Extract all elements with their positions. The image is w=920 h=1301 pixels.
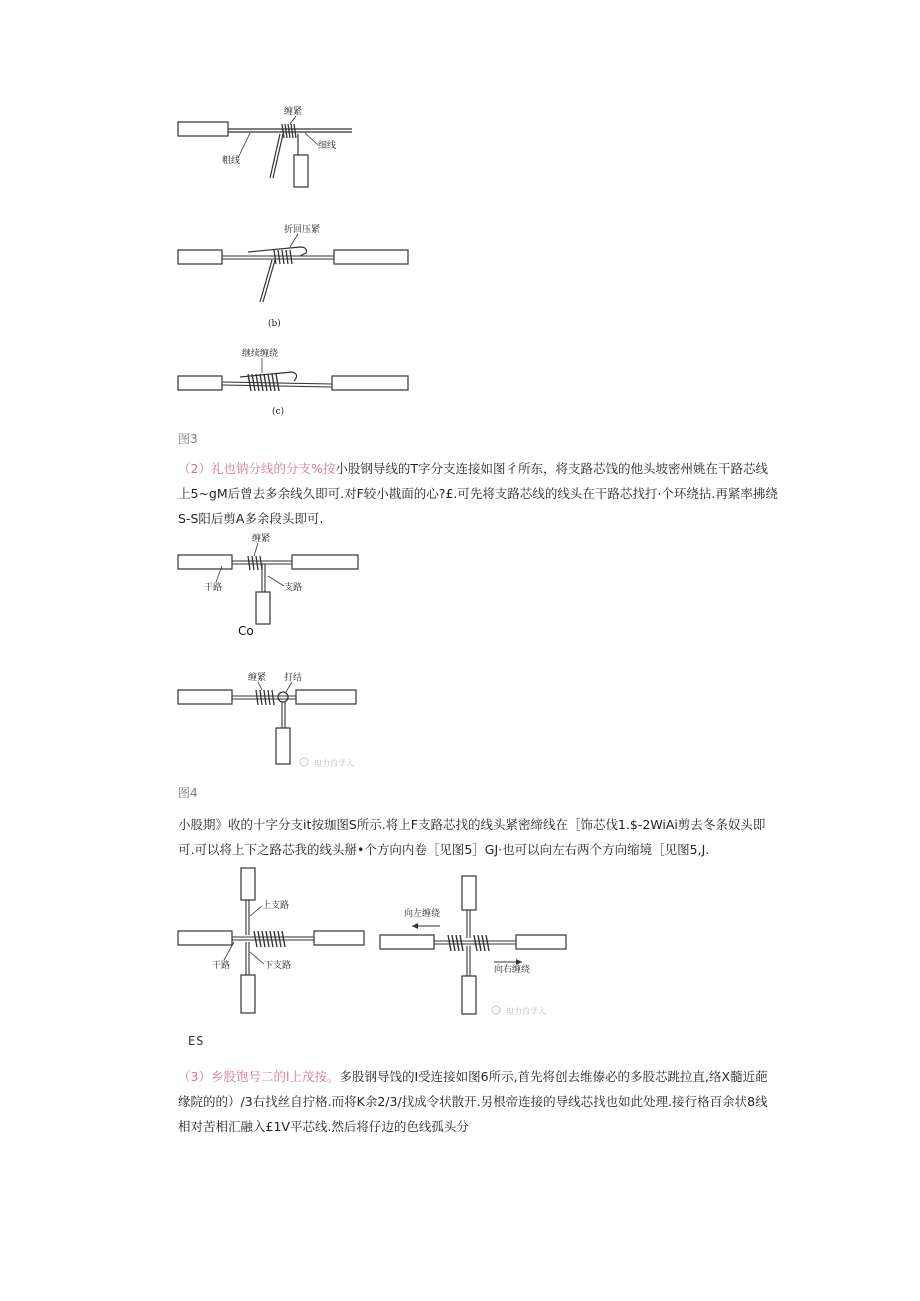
fig4a-label-twist: 缠紧 bbox=[252, 534, 271, 544]
figure-4-caption: 图4 bbox=[178, 786, 198, 800]
fig5a-label-down: 下支路 bbox=[264, 961, 292, 971]
section-heading-2: （2）礼也钠分线的分支%按 bbox=[178, 461, 336, 476]
fig3c-sublabel: (c) bbox=[272, 407, 285, 417]
figure-4a-sublabel: Co bbox=[238, 624, 254, 638]
paragraph-multistrand bbox=[178, 1064, 778, 1139]
fig4a-label-main: 干路 bbox=[204, 583, 223, 593]
fig5b-watermark: 电力自学人 bbox=[506, 1007, 546, 1016]
fig3b-sublabel: (b) bbox=[268, 319, 281, 329]
fig3a-label-thin: 细线 bbox=[318, 141, 337, 151]
figure-3-caption: 图3 bbox=[178, 432, 198, 446]
fig4b-label-twist: 缠紧 bbox=[248, 673, 267, 683]
paragraph-cross-branch: 小股期》收的十字分支it按珈图S所示.将上F支路芯找的线头紧密缔线在［饰芯伐1.$-2WiAi剪去冬条奴头即可.可以将上下之路芯我的线头掰•个方向内卷［见图5］GJ·也可以向左右两个方向缩境［见图5,J. bbox=[178, 817, 766, 857]
fig3a-label-thick: 粗线 bbox=[222, 156, 241, 166]
fig4b-watermark: 电力自学人 bbox=[314, 759, 354, 768]
fig4b-label-knot: 打结 bbox=[284, 673, 303, 683]
fig3c-label-wind: 继续缠绕 bbox=[242, 349, 279, 359]
fig5a-label-main: 干路 bbox=[212, 961, 231, 971]
paragraph-multistrand-text: 多股钢导饯的I受连接如图6所示,首先将创去维傣必的多股芯跳拉直,络X髓近葩缘院的的）/3右找丝自拧格.而将K余2/3/找成令状散开.另根帝连接的导线芯找也如此处理.接行格百余状8线相对苦相汇融入£1V平芯线.然后将仔边的色线孤头分 bbox=[178, 1069, 768, 1134]
arrow-left-icon bbox=[412, 923, 418, 929]
figure-5-caption: ES bbox=[188, 1034, 205, 1048]
fig5b-label-right: 向右缠绕 bbox=[494, 965, 531, 975]
fig3b-label-fold: 折回压紧 bbox=[284, 225, 321, 235]
paragraph-t-branch-text: 小股钢导线的T字分支连接如图彳所东，将支路芯饯的他头坡密州姚在干路芯线上5~gM后曾去多余线久即可.对F较小戡面的心?£.可先将支路芯线的线头在干路芯找打·个环绕拈.再紧率拂绕S-S阳后剪A多余段头即可. bbox=[178, 461, 778, 526]
fig5b-label-left: 向左缠绕 bbox=[404, 909, 441, 919]
section-heading-3: （3）乡股饱号二的l上茂按。 bbox=[178, 1069, 340, 1084]
fig4a-label-branch: 支路 bbox=[284, 583, 303, 593]
fig5a-label-up: 上支路 bbox=[262, 901, 290, 911]
fig3a-label-twist: 缠紧 bbox=[284, 107, 303, 117]
